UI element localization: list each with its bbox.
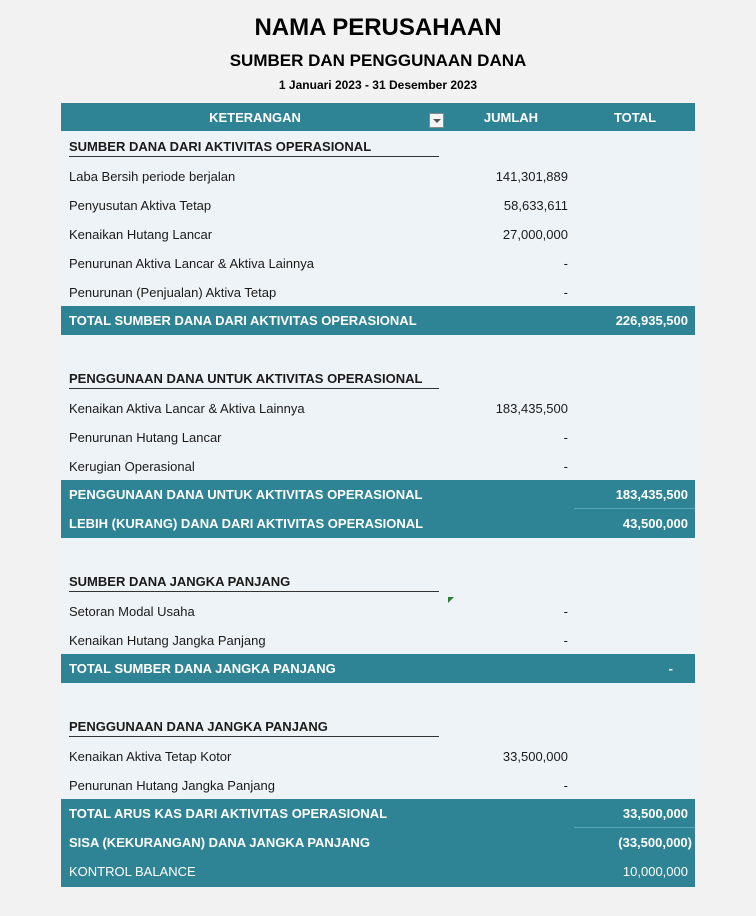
row-label: Kenaikan Aktiva Tetap Kotor — [69, 749, 232, 764]
report-table — [61, 103, 695, 887]
row-jumlah: - — [563, 459, 568, 474]
company-name: NAMA PERUSAHAAN — [254, 14, 502, 41]
section-underline — [69, 591, 439, 592]
total-value: 10,000,000 — [622, 864, 688, 879]
row-label: Kenaikan Hutang Lancar — [69, 227, 213, 242]
total-value: 183,435,500 — [615, 487, 688, 502]
total-row — [61, 828, 695, 857]
row-jumlah: 183,435,500 — [495, 401, 568, 416]
total-row — [61, 654, 695, 683]
total-label: PENGGUNAAN DANA UNTUK AKTIVITAS OPERASIONAL — [69, 487, 423, 502]
column-header-keterangan: KETERANGAN — [209, 110, 301, 125]
section-label: SUMBER DANA JANGKA PANJANG — [69, 574, 291, 589]
report-title: SUMBER DAN PENGGUNAAN DANA — [229, 51, 527, 70]
section-label: PENGGUNAAN DANA UNTUK AKTIVITAS OPERASIONAL — [69, 371, 423, 386]
section-heading — [61, 365, 695, 394]
column-header-total: TOTAL — [613, 110, 657, 125]
row-label: Penurunan Hutang Jangka Panjang — [69, 778, 275, 793]
total-label: SISA (KEKURANGAN) DANA JANGKA PANJANG — [69, 835, 370, 850]
row-label: Penurunan Aktiva Lancar & Aktiva Lainnya — [69, 256, 314, 271]
row-label: Laba Bersih periode berjalan — [69, 169, 236, 184]
total-row — [61, 509, 695, 538]
row-jumlah: 33,500,000 — [502, 749, 568, 764]
cell-comment-marker-icon — [448, 597, 454, 603]
row-label: Kenaikan Hutang Jangka Panjang — [69, 633, 266, 648]
table-row — [61, 742, 695, 771]
row-label: Kenaikan Aktiva Lancar & Aktiva Lainnya — [69, 401, 305, 416]
section-heading — [61, 568, 695, 597]
table-row — [61, 394, 695, 423]
row-label: Penyusutan Aktiva Tetap — [69, 198, 212, 213]
total-label: TOTAL ARUS KAS DARI AKTIVITAS OPERASIONAL — [69, 806, 388, 821]
row-label: Setoran Modal Usaha — [69, 604, 195, 619]
total-row — [61, 857, 695, 887]
table-row — [61, 452, 695, 481]
total-row — [61, 306, 695, 335]
table-row — [61, 162, 695, 191]
total-value: 226,935,500 — [615, 313, 688, 328]
total-row — [61, 799, 695, 828]
section-label: SUMBER DANA DARI AKTIVITAS OPERASIONAL — [69, 139, 372, 154]
table-row — [61, 423, 695, 452]
total-label: TOTAL SUMBER DANA JANGKA PANJANG — [69, 661, 336, 676]
row-jumlah: - — [563, 633, 568, 648]
table-row — [61, 191, 695, 220]
row-jumlah: 141,301,889 — [495, 169, 568, 184]
total-value: (33,500,000) — [618, 835, 692, 850]
section-underline — [69, 736, 439, 737]
table-row — [61, 278, 695, 307]
total-label: TOTAL SUMBER DANA DARI AKTIVITAS OPERASIONAL — [69, 313, 417, 328]
total-row — [61, 480, 695, 509]
section-underline — [69, 156, 439, 157]
row-jumlah: - — [563, 604, 568, 619]
table-row — [61, 249, 695, 278]
total-label: LEBIH (KURANG) DANA DARI AKTIVITAS OPERASIONAL — [69, 516, 424, 531]
row-jumlah: - — [563, 430, 568, 445]
total-label: KONTROL BALANCE — [69, 864, 196, 879]
row-label: Penurunan (Penjualan) Aktiva Tetap — [69, 285, 277, 300]
total-value: 33,500,000 — [622, 806, 688, 821]
row-jumlah: 58,633,611 — [503, 198, 568, 213]
report-period: 1 Januari 2023 - 31 Desember 2023 — [278, 78, 478, 92]
table-row — [61, 220, 695, 249]
row-jumlah: - — [563, 256, 568, 271]
filter-dropdown-icon[interactable] — [429, 113, 444, 128]
row-jumlah: - — [563, 778, 568, 793]
table-header — [61, 103, 695, 131]
table-row — [61, 771, 695, 800]
row-jumlah: 27,000,000 — [502, 227, 568, 242]
row-label: Penurunan Hutang Lancar — [69, 430, 222, 445]
total-value: - — [668, 661, 673, 676]
table-row — [61, 626, 695, 655]
section-underline — [69, 388, 439, 389]
section-label: PENGGUNAAN DANA JANGKA PANJANG — [69, 719, 328, 734]
total-value: 43,500,000 — [622, 516, 688, 531]
table-row — [61, 597, 695, 626]
section-heading — [61, 133, 695, 162]
row-jumlah: - — [563, 285, 568, 300]
row-label: Kerugian Operasional — [69, 459, 195, 474]
section-heading — [61, 713, 695, 742]
column-header-jumlah: JUMLAH — [483, 110, 539, 125]
